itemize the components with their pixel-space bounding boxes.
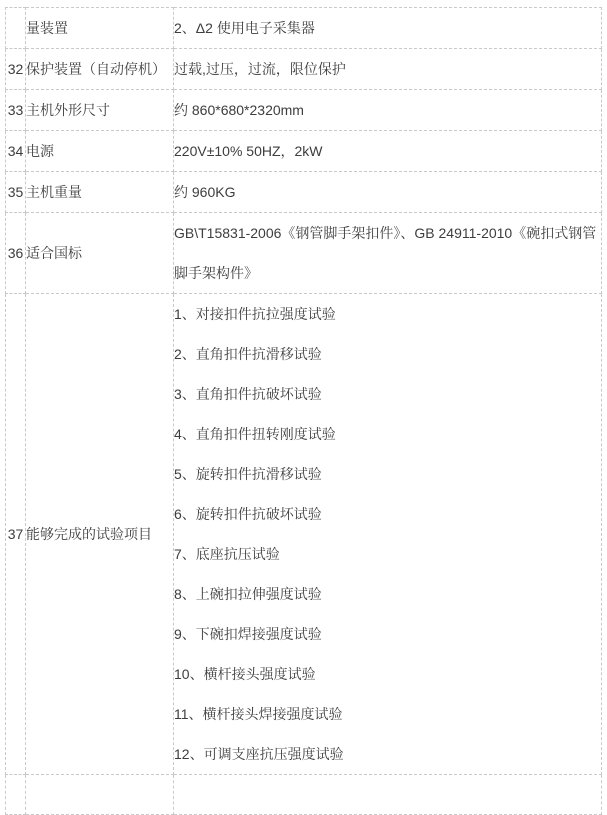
row-number-cell: 36 bbox=[6, 213, 26, 294]
table-row bbox=[6, 90, 602, 131]
spec-table-container bbox=[5, 7, 601, 815]
row-label-cell: 量装置 bbox=[26, 8, 174, 49]
value-line: 220V±10% 50HZ，2kW bbox=[174, 143, 323, 159]
value-line: 9、下碗扣焊接强度试验 bbox=[174, 626, 322, 642]
value-line: 7、底座抗压试验 bbox=[174, 546, 280, 562]
table-row bbox=[6, 213, 602, 294]
table-row bbox=[6, 131, 602, 172]
row-label-cell: 能够完成的试验项目 bbox=[26, 294, 174, 775]
row-label-cell: 电源 bbox=[26, 131, 174, 172]
row-value-cell bbox=[174, 213, 602, 294]
row-value-cell bbox=[174, 90, 602, 131]
row-number-cell bbox=[6, 775, 26, 815]
value-line: 2、直角扣件抗滑移试验 bbox=[174, 346, 322, 362]
value-line: 5、旋转扣件抗滑移试验 bbox=[174, 466, 322, 482]
row-value-cell bbox=[174, 8, 602, 49]
row-number-cell: 33 bbox=[6, 90, 26, 131]
table-row bbox=[6, 172, 602, 213]
row-label-cell: 主机外形尺寸 bbox=[26, 90, 174, 131]
value-line: 8、上碗扣拉伸强度试验 bbox=[174, 586, 322, 602]
spec-table bbox=[5, 7, 602, 815]
value-line: 3、直角扣件抗破坏试验 bbox=[174, 386, 322, 402]
row-label-cell: 适合国标 bbox=[26, 213, 174, 294]
value-line: 约 860*680*2320mm bbox=[174, 102, 304, 118]
table-row bbox=[6, 49, 602, 90]
value-line: 约 960KG bbox=[174, 184, 236, 200]
value-line: 11、横杆接头焊接强度试验 bbox=[174, 706, 343, 722]
row-value-cell bbox=[174, 775, 602, 815]
row-value-cell bbox=[174, 131, 602, 172]
value-line: 12、可调支座抗压强度试验 bbox=[174, 746, 344, 762]
value-line: 4、直角扣件扭转刚度试验 bbox=[174, 426, 336, 442]
table-row bbox=[6, 294, 602, 775]
value-line: 10、横杆接头强度试验 bbox=[174, 666, 316, 682]
table-row bbox=[6, 8, 602, 49]
value-line: 过载,过压，过流，限位保护 bbox=[174, 61, 346, 77]
value-line: 2、Δ2 使用电子采集器 bbox=[174, 20, 315, 36]
row-number-cell: 32 bbox=[6, 49, 26, 90]
row-number-cell: 34 bbox=[6, 131, 26, 172]
value-line: 1、对接扣件抗拉强度试验 bbox=[174, 306, 336, 322]
row-label-cell: 主机重量 bbox=[26, 172, 174, 213]
row-number-cell: 37 bbox=[6, 294, 26, 775]
row-label-cell: 保护装置（自动停机） bbox=[26, 49, 174, 90]
row-number-cell: 35 bbox=[6, 172, 26, 213]
value-line: GB\T15831-2006《钢管脚手架扣件》、GB 24911-2010《碗扣式钢管脚手架构件》 bbox=[174, 225, 597, 281]
partial-next-row bbox=[6, 775, 602, 815]
row-number-cell bbox=[6, 8, 26, 49]
value-line: 6、旋转扣件抗破坏试验 bbox=[174, 506, 322, 522]
row-value-cell bbox=[174, 294, 602, 775]
row-value-cell bbox=[174, 172, 602, 213]
row-label-cell bbox=[26, 775, 174, 815]
row-value-cell bbox=[174, 49, 602, 90]
